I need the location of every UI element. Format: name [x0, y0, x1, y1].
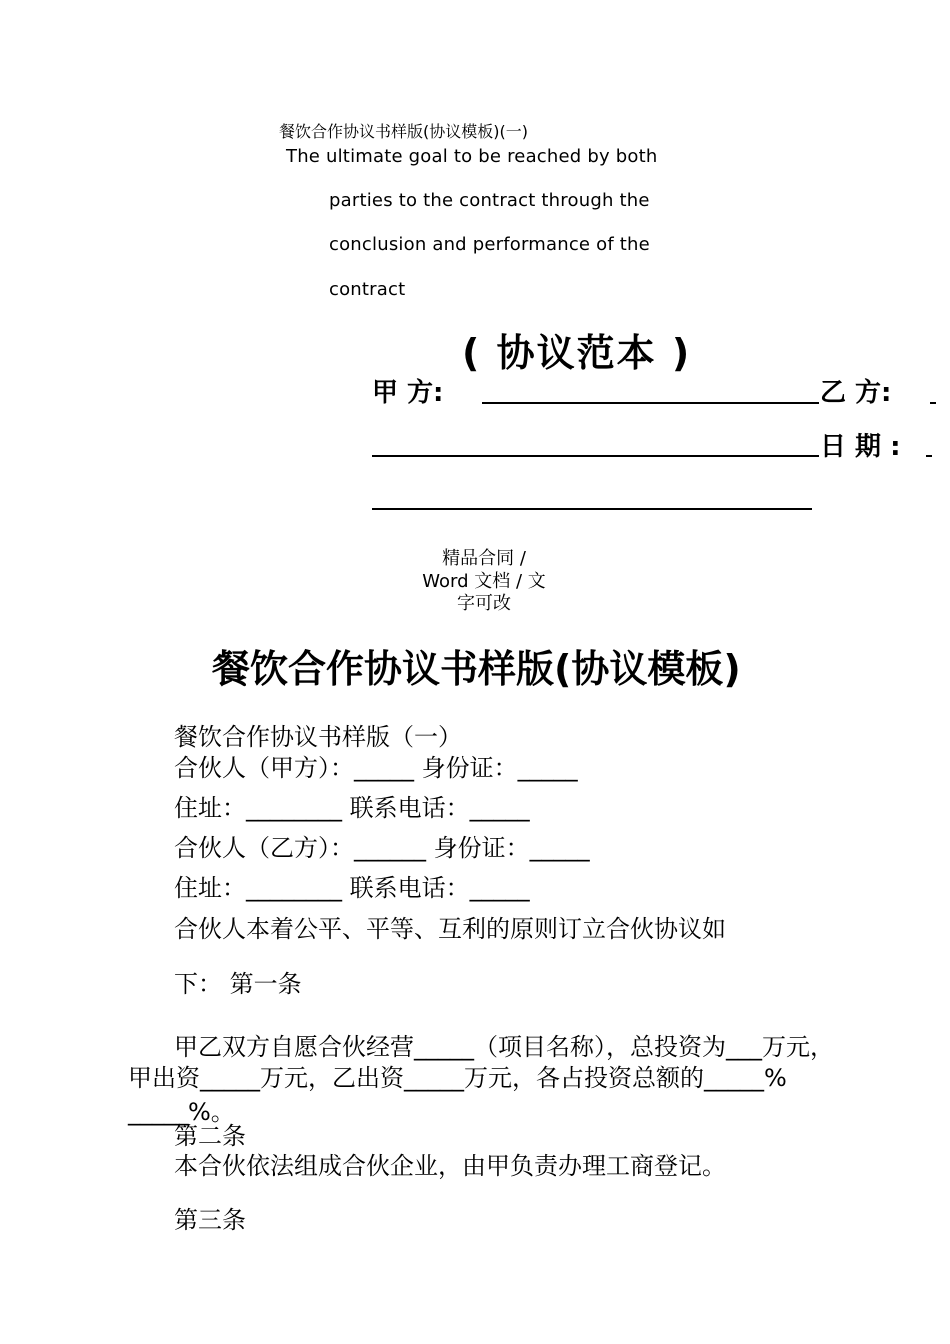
english-line-3: conclusion and performance of the [329, 234, 650, 255]
body-line-9: 甲出资_____万元，乙出资_____万元，各占投资总额的_____% [128, 1064, 787, 1092]
editable-word-badge: 精品合同 / Word 文档 / 文字可改 [422, 548, 546, 614]
english-line-2: parties to the contract through the [329, 190, 650, 211]
body-line-4: 合伙人（乙方）：______ 身份证：_____ [174, 834, 590, 862]
party-b-underline [372, 455, 819, 457]
header-small-title: 餐饮合作协议书样版(协议模板)(一) [279, 122, 528, 141]
document-main-title: 餐饮合作协议书样版(协议模板) [212, 647, 741, 691]
body-line-2: 合伙人（甲方）：_____ 身份证：_____ [174, 754, 578, 782]
date-underline-stub [926, 455, 932, 457]
party-b-label: 乙 方: [820, 378, 892, 408]
body-line-8: 甲乙双方自愿合伙经营_____（项目名称），总投资为___万元， [174, 1033, 834, 1061]
body-line-13: 第三条 [174, 1206, 246, 1234]
body-line-10: _____%。 [128, 1098, 235, 1126]
body-line-11: 第二条 [174, 1122, 246, 1150]
body-line-1: 餐饮合作协议书样版（一） [174, 723, 462, 751]
body-line-7: 下： 第一条 [174, 970, 302, 998]
date-underline [372, 508, 812, 510]
body-line-3: 住址：________ 联系电话：_____ [174, 794, 530, 822]
body-line-12: 本合伙依法组成合伙企业，由甲负责办理工商登记。 [174, 1152, 726, 1180]
english-line-1: The ultimate goal to be reached by both [286, 146, 658, 167]
party-a-label: 甲 方: [372, 378, 444, 408]
body-line-5: 住址：________ 联系电话：_____ [174, 874, 530, 902]
date-label: 日 期 : [820, 432, 901, 462]
english-line-4: contract [329, 279, 406, 300]
agreement-template-title: ( 协议范本 ) [462, 331, 692, 375]
party-a-underline [482, 402, 819, 404]
body-line-6: 合伙人本着公平、平等、互利的原则订立合伙协议如 [174, 915, 726, 943]
party-b-underline-stub [930, 402, 936, 404]
